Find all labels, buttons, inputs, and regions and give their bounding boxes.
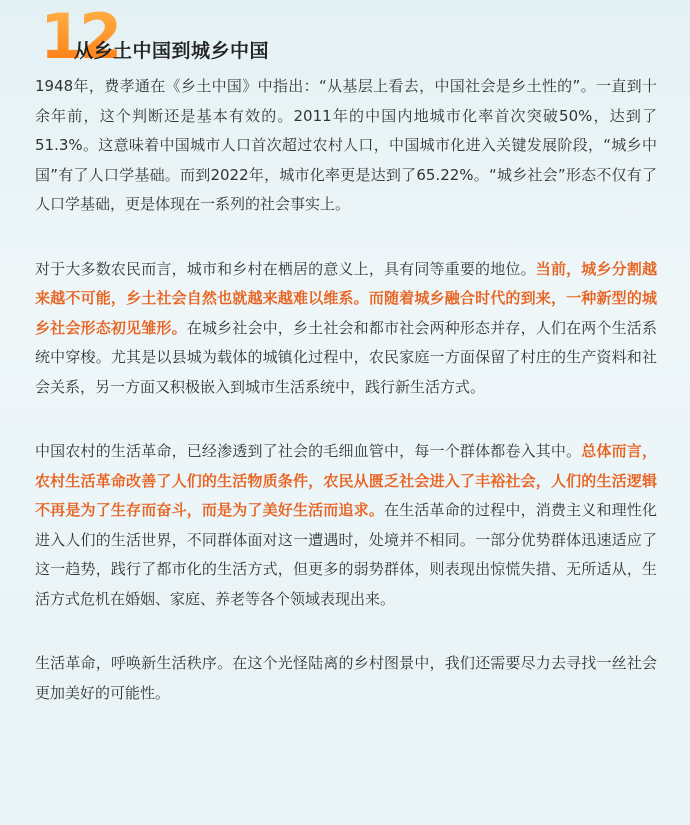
- text-segment: 在生活革命的过程中，消费主义和理性化进入人们的生活世界，不同群体面对这一遭遇时，处境并不相同。一部分优势群体迅速适应了这一趋势，践行了都市化的生活方式，但更多的弱势群体，则表现出惊慌失措、无所适从，生活方式危机在婚姻、家庭、养老等各个领域表现出来。: [35, 501, 657, 608]
- section-header: [40, 0, 660, 73]
- paragraph-1: [35, 72, 657, 220]
- paragraph-3: [35, 437, 657, 614]
- text-segment: 1948年，费孝通在《乡土中国》中指出：“从基层上看去，中国社会是乡土性的”。一直到十余年前，这个判断还是基本有效的。2011年的中国内地城市化率首次突破50%，达到了51.3%。这意味着中国城市人口首次超过农村人口，中国城市化进入关键发展阶段，“城乡中国”有了人口学基础。而到2022年，城市化率更是达到了65.22%。“城乡社会”形态不仅有了人口学基础，更是体现在一系列的社会事实上。: [35, 77, 657, 213]
- highlighted-text: 当前，城乡分割越来越不可能，乡土社会自然也就越来越难以维系。而随着城乡融合时代的到来，一种新型的城乡社会形态初见雏形。: [35, 259, 657, 337]
- text-segment: 中国农村的生活革命，已经渗透到了社会的毛细血管中，每一个群体都卷入其中。: [35, 442, 582, 460]
- text-segment: 生活革命，呼唤新生活秩序。在这个光怪陆离的乡村图景中，我们还需要尽力去寻找一丝社会更加美好的可能性。: [35, 654, 657, 702]
- text-segment: 在城乡社会中，乡土社会和都市社会两种形态并存，人们在两个生活系统中穿梭。尤其是以县城为载体的城镇化过程中，农民家庭一方面保留了村庄的生产资料和社会关系，另一方面又积极嵌入到城市生活系统中，践行新生活方式。: [35, 318, 657, 396]
- paragraph-2: [35, 255, 657, 403]
- text-segment: 对于大多数农民而言，城市和乡村在栖居的意义上，具有同等重要的地位。: [35, 259, 536, 278]
- article-body: [35, 72, 657, 743]
- section-title: 从乡土中国到城乡中国: [74, 40, 270, 62]
- section-number: 12: [40, 0, 119, 73]
- highlighted-text: 总体而言，农村生活革命改善了人们的生活物质条件，农民从匮乏社会进入了丰裕社会，人们的生活逻辑不再是为了生存而奋斗，而是为了美好生活而追求。: [35, 442, 657, 519]
- paragraph-4: [35, 649, 657, 708]
